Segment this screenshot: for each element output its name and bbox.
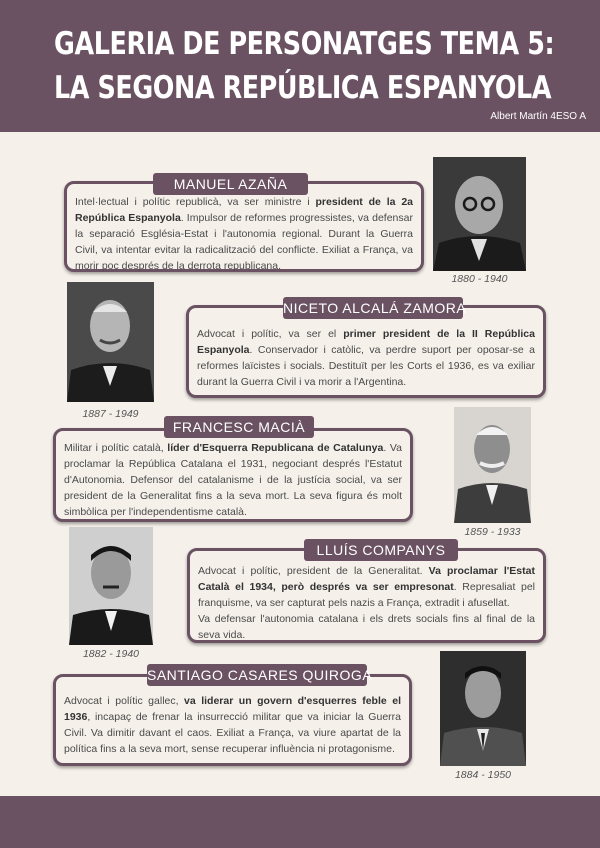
portrait-photo	[67, 282, 154, 402]
character-dates: 1880 - 1940	[451, 273, 508, 285]
character-description: Advocat i polític, va ser el primer president de la II República Espanyola. Conservador i catòlic, va perdre suport per oposar-se a reformes laïcistes i socials. Destituït per les Corts el 1936, es va exiliar durant la Guerra Civil i va morir a l'Argentina.	[197, 328, 535, 388]
footer-banner	[0, 796, 600, 848]
character-description: Militar i polític català, líder d'Esquerra Republicana de Catalunya. Va proclamar la República Catalana el 1931, negociant després l'Estatut d'Autonomia. Defensor del catalanisme i de la justícia social, va ser president de la Generalitat fins a la seva mort. La seva figura és molt simbòlica per l'independentisme català.	[64, 442, 402, 518]
portrait-photo	[69, 527, 153, 645]
author-label: Albert Martín 4ESO A	[490, 111, 586, 122]
character-description: Intel·lectual i polític republicà, va ser ministre i president de la 2a República Espanyola. Impulsor de reformes progressistes, va defensar la separació Església-Estat i l'autonomia regional. Durant la Guerra Civil, va intentar evitar la radicalització del conflicte. Exiliat a França, va morir poc després de la derrota republicana.	[75, 196, 413, 272]
character-name-tag: FRANCESC MACIÀ	[164, 416, 314, 438]
character-name-tag: SANTIAGO CASARES QUIROGA	[147, 664, 367, 686]
portrait-photo	[454, 407, 531, 523]
character-card-macia	[53, 428, 413, 522]
character-dates: 1859 - 1933	[464, 526, 521, 538]
portrait-photo	[433, 157, 526, 271]
page-title-line1: GALERIA DE PERSONATGES TEMA 5:	[54, 26, 555, 62]
character-description: Advocat i polític gallec, va liderar un govern d'esquerres feble el 1936, incapaç de frenar la insurrecció militar que va iniciar la Guerra Civil. Va dimitir davant el caos. Exiliat a França, va viure apartat de la política fins a la seva mort, sense recuperar influència ni protagonisme.	[64, 695, 401, 755]
character-dates: 1887 - 1949	[82, 408, 139, 420]
character-description: Advocat i polític, president de la Generalitat. Va proclamar l'Estat Català el 1934, però després va ser empresonat. Represaliat pel franquisme, va ser capturat pels nazis a França, extradit i afusellat. Va defensar l'autonomia catalana i els drets socials fins al final de la seva vida.	[198, 565, 535, 641]
character-card-companys	[187, 548, 546, 643]
character-dates: 1882 - 1940	[82, 648, 140, 660]
character-dates: 1884 - 1950	[454, 769, 512, 781]
portrait-photo	[440, 651, 526, 766]
character-name-tag: NICETO ALCALÁ ZAMORA	[283, 297, 463, 319]
character-name-tag: LLUÍS COMPANYS	[304, 539, 458, 561]
page-title-line2: LA SEGONA REPÚBLICA ESPANYOLA	[54, 70, 552, 106]
character-card-casares-quiroga	[53, 674, 412, 766]
header-banner	[0, 0, 600, 132]
character-name-tag: MANUEL AZAÑA	[153, 173, 308, 195]
